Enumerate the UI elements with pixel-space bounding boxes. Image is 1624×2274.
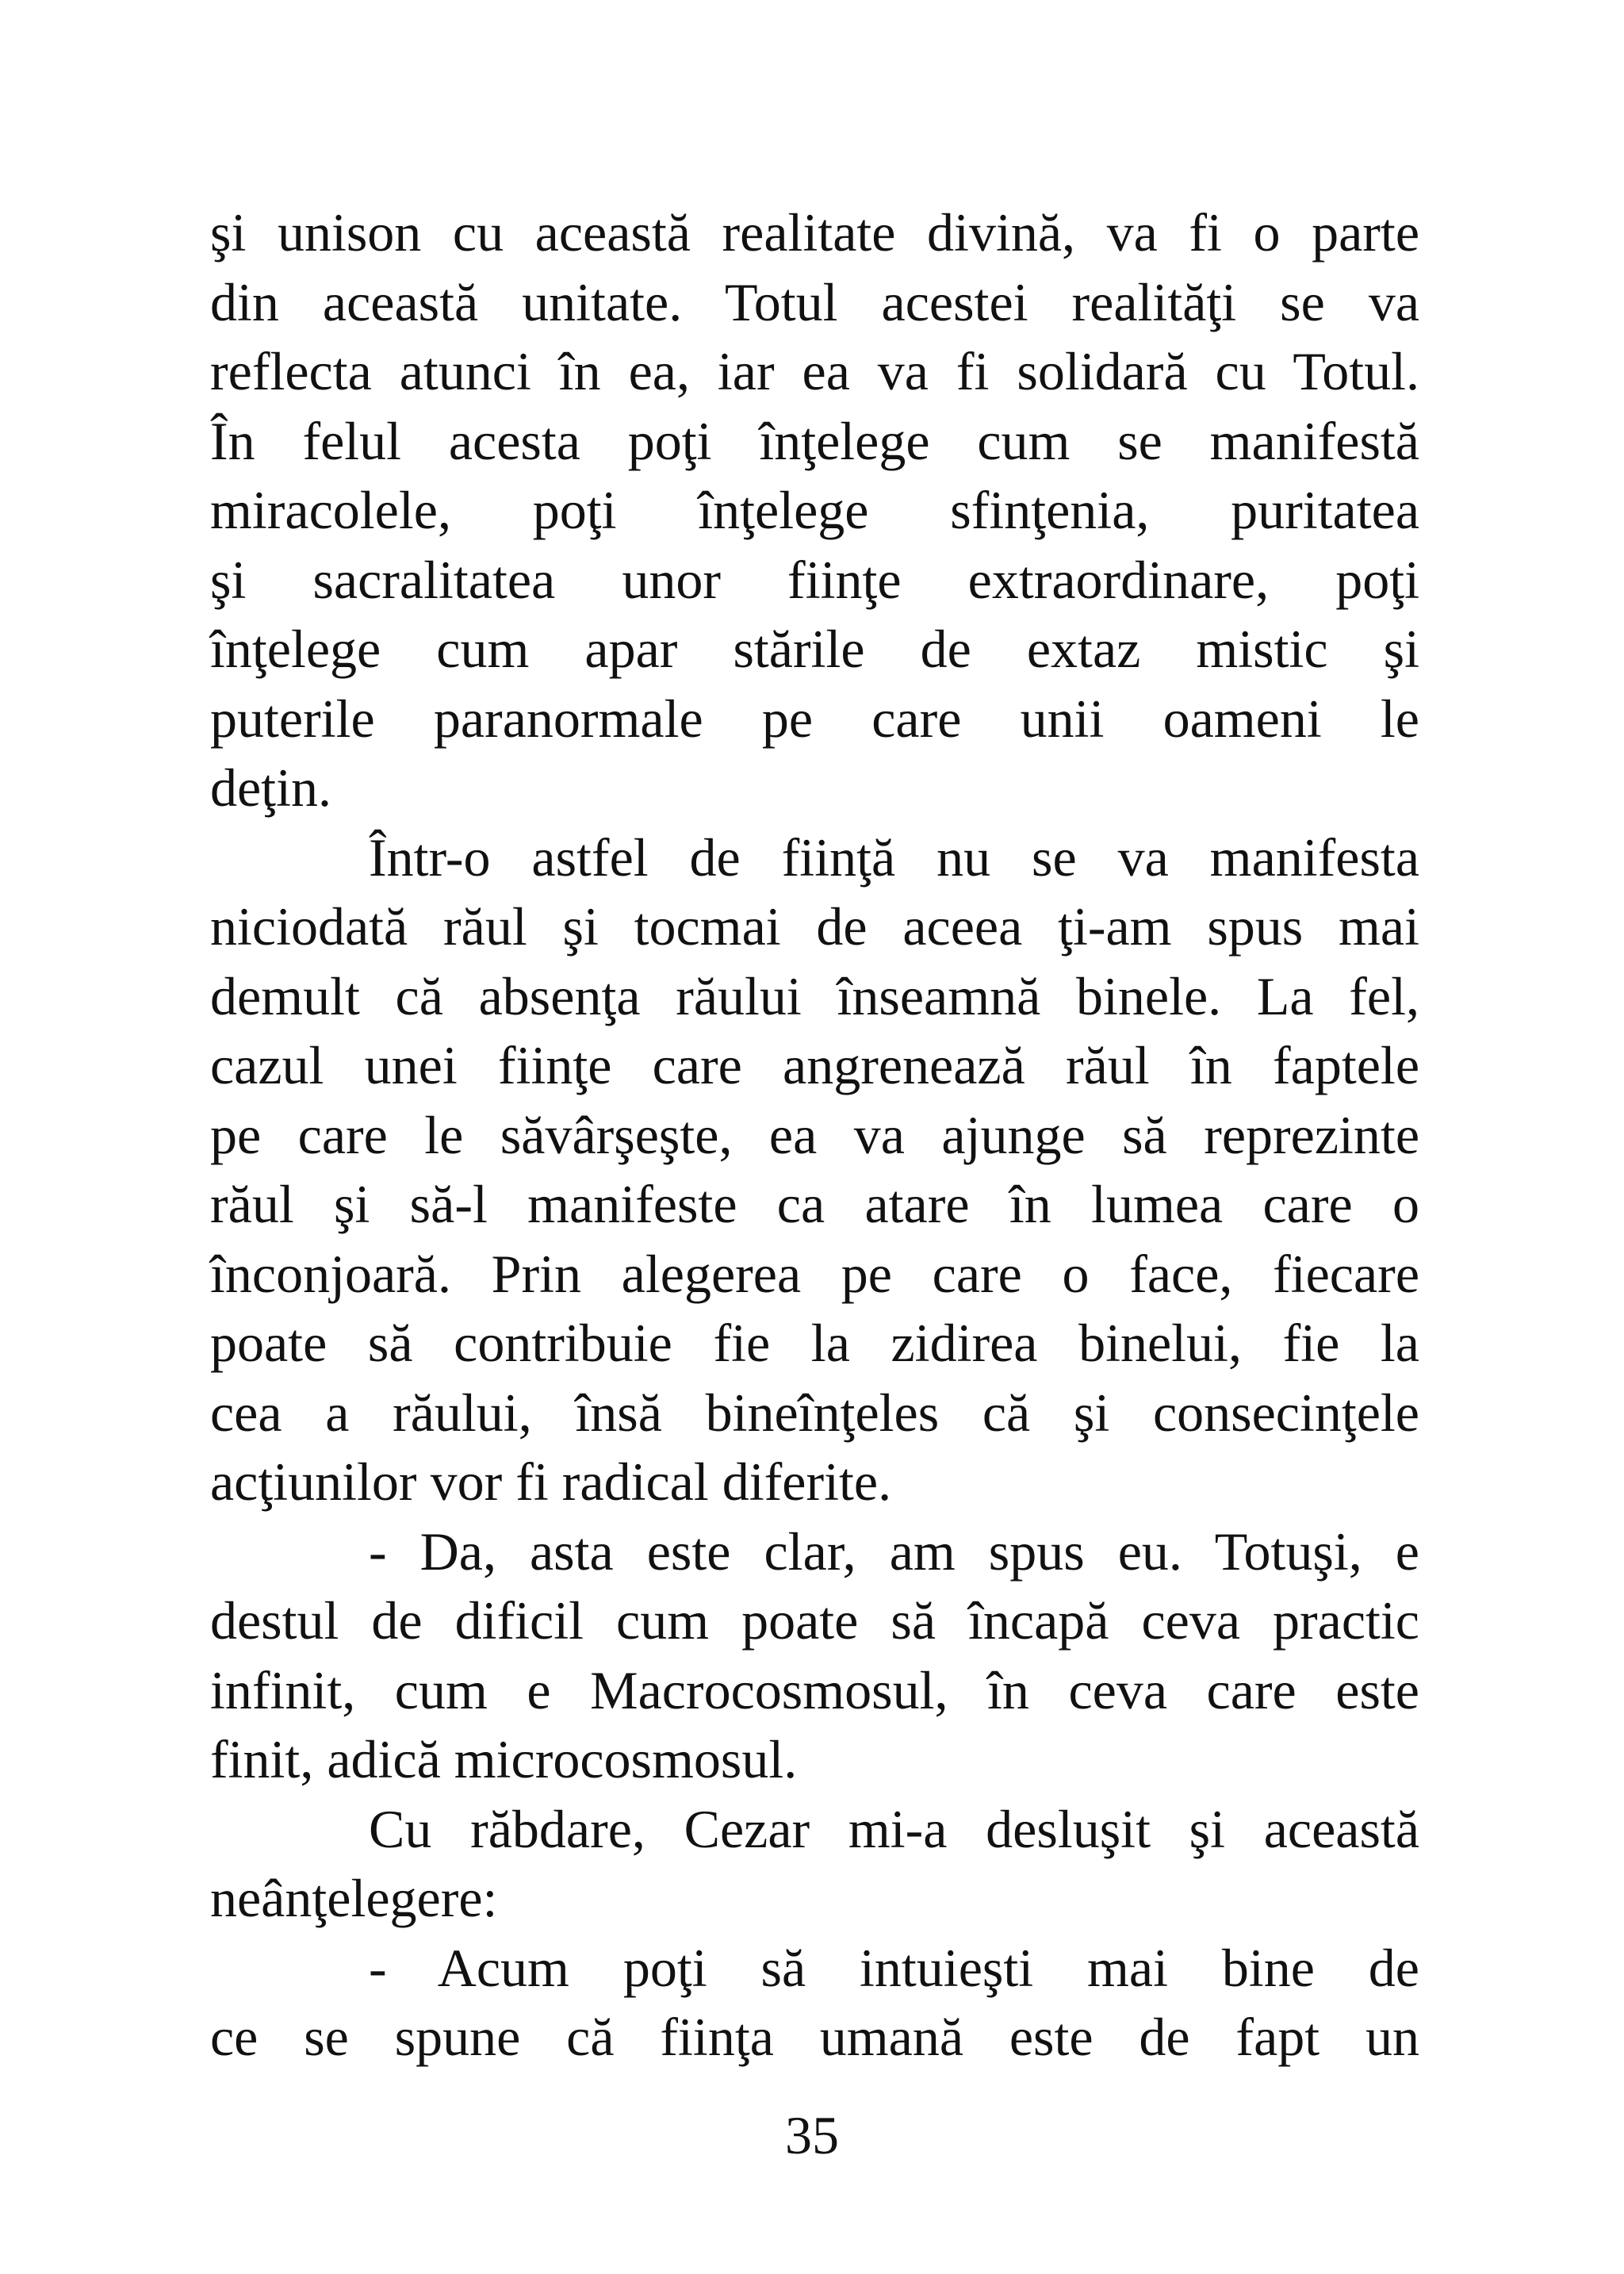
text-line: răul şi să-l manifeste ca atare în lumea care o	[210, 1174, 1419, 1234]
text-line: din această unitate. Totul acestei realităţi se va	[210, 271, 1419, 332]
text-line: deţin.	[210, 757, 331, 818]
text-line: infinit, cum e Macrocosmosul, în ceva care este	[210, 1659, 1419, 1720]
text-line: - Da, asta este clar, am spus eu. Totuşi, e	[369, 1520, 1419, 1582]
text-line: - Acum poţi să intuieşti mai bine de	[369, 1937, 1419, 1998]
text-line: finit, adică microcosmosul.	[210, 1729, 798, 1789]
text-line: cazul unei fiinţe care angrenează răul în faptele	[210, 1035, 1419, 1095]
text-line: şi sacralitatea unor fiinţe extraordinare, poţi	[210, 549, 1419, 610]
text-line: Într-o astfel de fiinţă nu se va manifesta	[369, 826, 1419, 888]
text-line: reflecta atunci în ea, iar ea va fi solidară cu Totul.	[210, 341, 1419, 401]
text-line: Cu răbdare, Cezar mi-a desluşit şi această	[369, 1798, 1419, 1859]
text-line: niciodată răul şi tocmai de aceea ţi-am spus mai	[210, 896, 1419, 957]
text-line: demult că absenţa răului înseamnă binele. La fel,	[210, 965, 1419, 1026]
text-line: cea a răului, însă bineînţeles că şi consecinţele	[210, 1382, 1419, 1443]
text-line: poate să contribuie fie la zidirea binelui, fie la	[210, 1313, 1419, 1373]
text-line: neânţelegere:	[210, 1868, 498, 1928]
text-line: puterile paranormale pe care unii oameni le	[210, 688, 1419, 749]
page-number: 35	[785, 2105, 839, 2165]
text-line: miracolele, poţi înţelege sfinţenia, puritatea	[210, 480, 1419, 540]
text-line: În felul acesta poţi înţelege cum se manifestă	[210, 410, 1419, 471]
text-line: destul de dificil cum poate să încapă ceva practic	[210, 1590, 1419, 1651]
body-text	[210, 198, 1419, 2073]
text-line: ce se spune că fiinţa umană este de fapt un	[210, 2007, 1419, 2067]
text-line: înţelege cum apar stările de extaz mistic şi	[210, 619, 1419, 679]
text-line: şi unison cu această realitate divină, va fi o parte	[210, 202, 1419, 263]
text-line: înconjoară. Prin alegerea pe care o face, fiecare	[210, 1243, 1419, 1304]
text-line: pe care le săvârşeşte, ea va ajunge să reprezinte	[210, 1104, 1419, 1165]
text-line: acţiunilor vor fi radical diferite.	[210, 1451, 892, 1512]
